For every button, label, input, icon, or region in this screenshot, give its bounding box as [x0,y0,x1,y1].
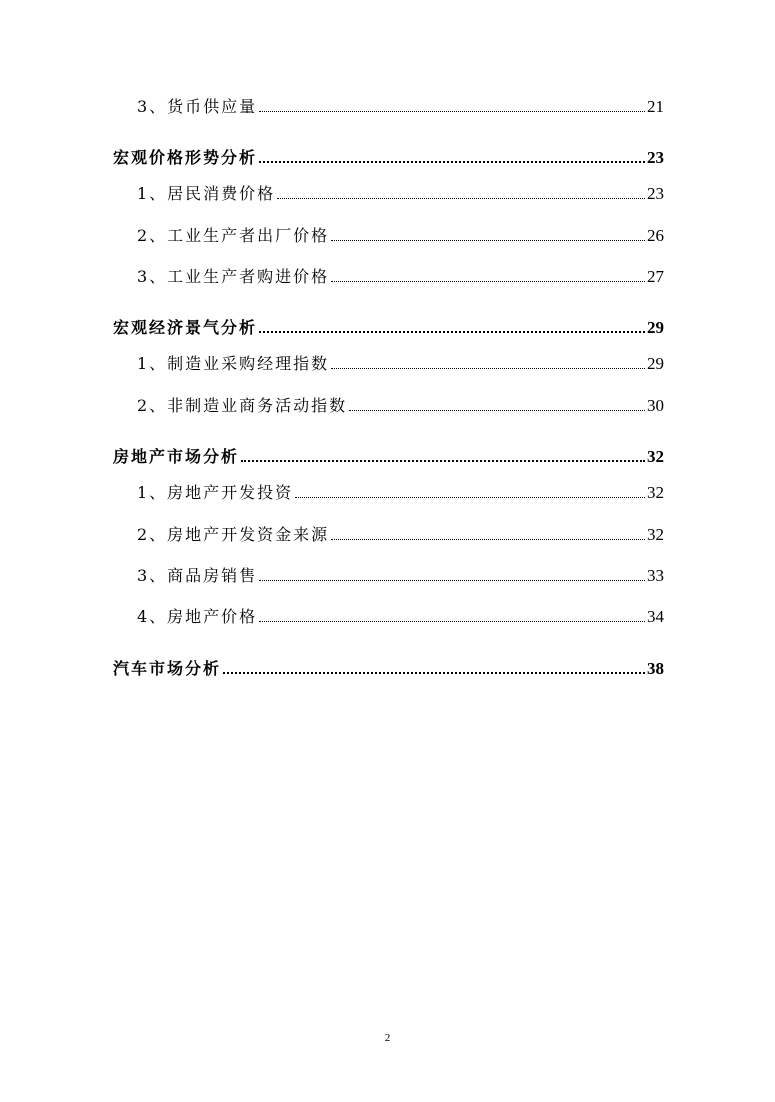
toc-entry-page: 32 [647,525,664,544]
toc-leader-dots [331,538,645,540]
toc-leader-dots [241,459,645,462]
page-number: 2 [384,1032,391,1044]
toc-entry-title: 1、居民消费价格 [137,184,276,203]
toc-entry-title: 2、房地产开发资金来源 [137,525,330,544]
toc-entry-title: 4、房地产价格 [137,607,258,626]
toc-leader-dots [259,110,645,112]
toc-entry[interactable] [137,604,664,630]
toc-entry[interactable] [137,223,664,249]
toc-entry-title: 2、工业生产者出厂价格 [137,226,330,245]
toc-leader-dots [277,197,645,199]
toc-entry-title: 宏观价格形势分析 [113,148,258,167]
toc-entry-page: 21 [647,97,664,116]
toc-leader-dots [259,330,645,333]
toc-entry-page: 32 [647,483,664,502]
toc-leader-dots [295,496,645,498]
toc-leader-dots [331,239,645,241]
toc-entry-page: 23 [647,148,664,167]
toc-entry-page: 30 [647,396,664,415]
toc-entry-page: 26 [647,226,664,245]
toc-entry-page: 34 [647,607,664,626]
toc-leader-dots [331,367,645,369]
toc-entry-page: 27 [647,267,664,286]
toc-entry[interactable] [137,393,664,419]
toc-entry-title: 房地产市场分析 [113,447,240,466]
toc-entry-title: 汽车市场分析 [113,659,222,678]
toc-entry-title: 1、房地产开发投资 [137,483,294,502]
toc-entry-page: 23 [647,184,664,203]
toc-leader-dots [259,620,645,622]
toc-entry-title: 3、货币供应量 [137,97,258,116]
toc-entry[interactable] [113,145,664,171]
toc-entry-title: 2、非制造业商务活动指数 [137,396,348,415]
toc-entry-page: 32 [647,447,664,466]
toc-entry-page: 29 [647,354,664,373]
toc-entry[interactable] [113,444,664,470]
toc-leader-dots [223,671,645,674]
toc-leader-dots [331,280,645,282]
toc-entry[interactable] [137,181,664,207]
toc-entry[interactable] [137,563,664,589]
toc-leader-dots [349,409,645,411]
toc-entry[interactable] [137,351,664,377]
toc-entry-title: 宏观经济景气分析 [113,318,258,337]
toc-entry[interactable] [137,522,664,548]
toc-entry-title: 3、工业生产者购进价格 [137,267,330,286]
toc-entry-title: 1、制造业采购经理指数 [137,354,330,373]
toc-leader-dots [259,579,645,581]
toc-entry[interactable] [137,94,664,120]
toc-entry-page: 29 [647,318,664,337]
toc-entry-page: 33 [647,566,664,585]
toc-entry[interactable] [113,315,664,341]
toc-leader-dots [259,160,645,163]
toc-entry-page: 38 [647,659,664,678]
toc-entry-title: 3、商品房销售 [137,566,258,585]
toc-entry[interactable] [113,656,664,682]
toc-entry[interactable] [137,480,664,506]
toc-entry[interactable] [137,264,664,290]
